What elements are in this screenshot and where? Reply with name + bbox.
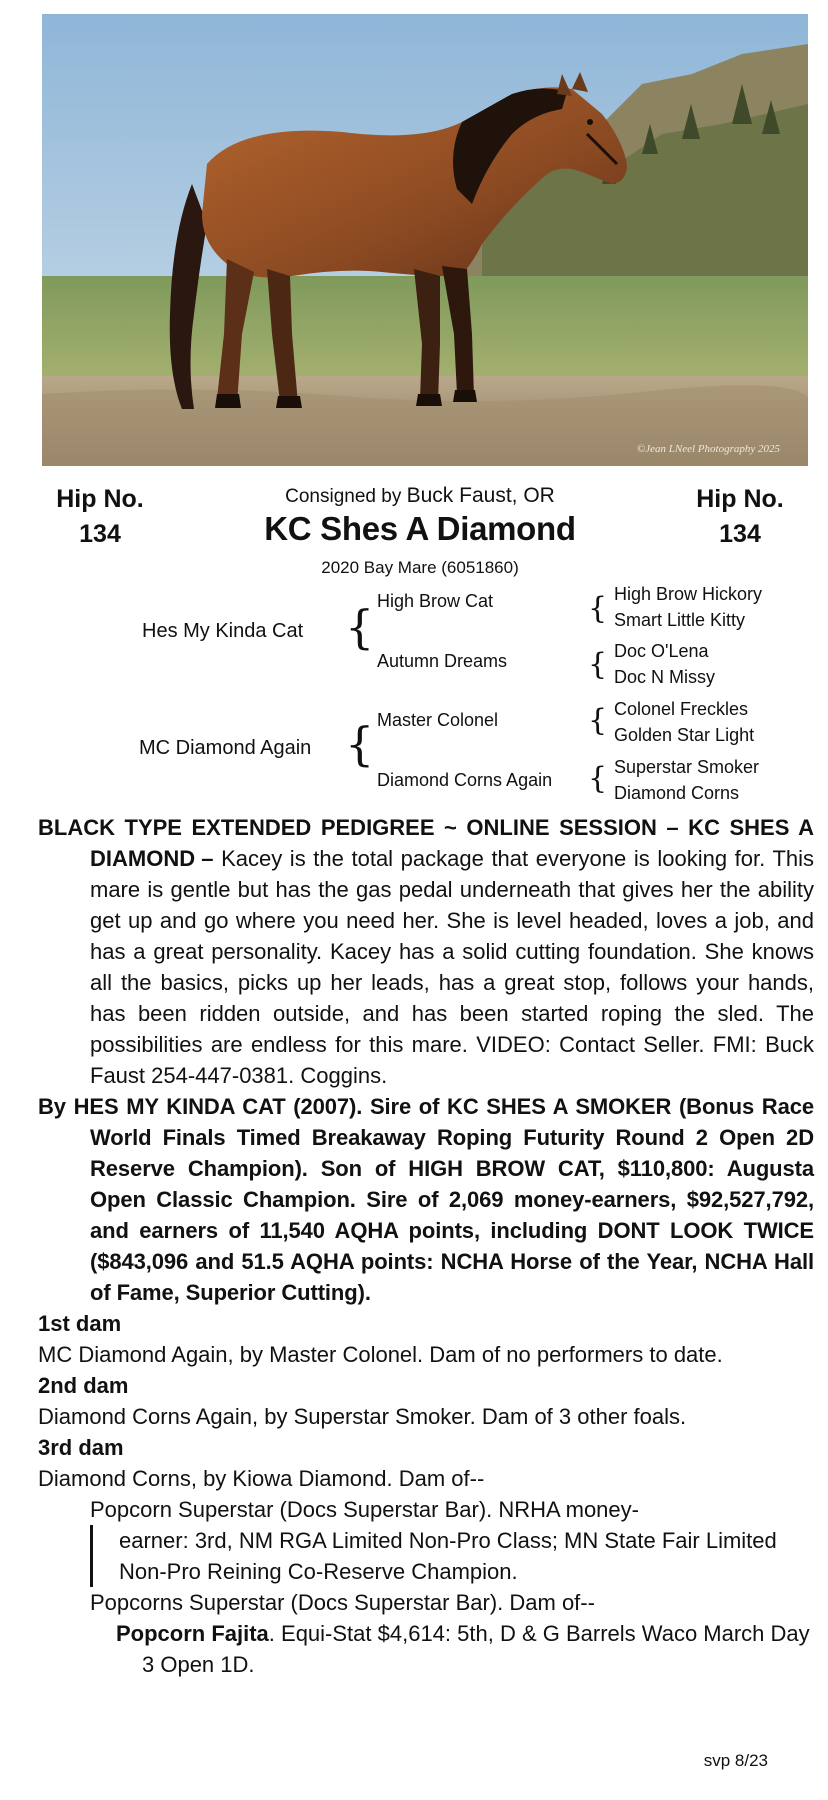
intro-text: Kacey is the total package that everyone is looking for. This mare is gentle but has the gas pedal underneath that gives her the ability get up and go where you need her. She is level headed, loves a job, and has a great personality. Kacey has a solid cutting foundation. She knows all the basics, picks up her leads, has a great stop, follows your hands, has been ridden outside, and has been started roping the sled. The possibilities are endless for this mare. VIDEO: Contact Seller. FMI: Buck Faust 254-447-0381. Coggins. (90, 846, 815, 1088)
sire-text: By HES MY KINDA CAT (2007). Sire of KC SHES A SMOKER (Bonus Race World Finals Timed Breakaway Roping Futurity Round 2 Open 2D Reserve Champion). Son of HIGH BROW CAT, $110,800: Augusta Open Classic Champion. Sire of 2,069 money-earners, $92,527,792, and earners of 11,540 AQHA points, including DONT LOOK TWICE ($843,096 and 51.5 AQHA points: NCHA Horse of the Year, NCHA Hall of Fame, Superior Cutting). (38, 1094, 814, 1305)
pedigree-sire-sire-dam: Smart Little Kitty (614, 610, 746, 630)
grand-produce-name: Popcorn Fajita (116, 1621, 269, 1646)
consignor-line (180, 484, 660, 508)
pedigree-dam-dam-dam: Diamond Corns (614, 783, 740, 803)
produce-first-line: Popcorn Superstar (Docs Superstar Bar). NRHA money- (90, 1497, 639, 1522)
first-dam-heading: 1st dam (38, 1311, 122, 1336)
pedigree-sire-sire: High Brow Cat (377, 591, 494, 611)
sire-paragraph (38, 1091, 814, 1308)
consigned-prefix: Consigned by (285, 486, 402, 507)
catalog-body (38, 812, 814, 1680)
hip-number-left (40, 482, 160, 552)
second-dam-text: Diamond Corns Again, by Superstar Smoker. Dam of 3 other foals. (38, 1404, 687, 1429)
pedigree-sire-sire-sire: High Brow Hickory (614, 584, 763, 604)
pedigree-dam-dam: Diamond Corns Again (377, 770, 553, 790)
pedigree-brace: { (588, 647, 608, 682)
pedigree-dam: MC Diamond Again (139, 737, 312, 759)
pedigree-brace: { (345, 717, 375, 771)
pedigree-sire-dam: Autumn Dreams (377, 651, 508, 671)
pedigree-sire: Hes My Kinda Cat (142, 620, 304, 642)
pedigree-sire-dam-sire: Doc O'Lena (614, 641, 709, 661)
consignor-name: Buck Faust, OR (406, 484, 555, 507)
intro-paragraph (38, 812, 814, 1091)
grand-produce-text: . Equi-Stat $4,614: 5th, D & G Barrels Waco March Day 3 Open 1D. (142, 1621, 810, 1677)
pedigree-sire-dam-dam: Doc N Missy (614, 667, 716, 687)
hip-number-right (680, 482, 800, 552)
horse-photo-illustration (42, 14, 808, 466)
second-dam-heading: 2nd dam (38, 1373, 129, 1398)
footer-code: svp 8/23 (703, 1751, 768, 1770)
pedigree-brace: { (588, 761, 608, 796)
third-dam-text: Diamond Corns, by Kiowa Diamond. Dam of-- (38, 1466, 485, 1491)
horse-photo (42, 14, 808, 466)
pedigree-dam-sire: Master Colonel (377, 710, 499, 730)
hip-label: Hip No. (56, 485, 144, 513)
pedigree-brace: { (588, 703, 608, 738)
produce-continuation: earner: 3rd, NM RGA Limited Non-Pro Class; MN State Fair Limited Non-Pro Reining Co-Reserve Champion. (90, 1525, 814, 1587)
third-dam-heading: 3rd dam (38, 1435, 124, 1460)
produce-entry (90, 1587, 814, 1618)
intro-heading: BLACK TYPE EXTENDED PEDIGREE ~ ONLINE SESSION – KC SHES A DIAMOND – (38, 815, 814, 871)
produce-second: Popcorns Superstar (Docs Superstar Bar). Dam of-- (90, 1590, 595, 1615)
hip-number: 134 (719, 520, 761, 548)
hip-label: Hip No. (696, 485, 784, 513)
hip-number: 134 (79, 520, 121, 548)
horse-name: KC Shes A Diamond (264, 510, 576, 547)
grand-produce-entry (116, 1618, 814, 1680)
pedigree-dam-sire-sire: Colonel Freckles (614, 699, 749, 719)
pedigree-dam-dam-sire: Superstar Smoker (614, 757, 760, 777)
pedigree-brace: { (588, 591, 608, 626)
pedigree-brace: { (345, 600, 375, 654)
first-dam-text: MC Diamond Again, by Master Colonel. Dam of no performers to date. (38, 1342, 723, 1367)
horse-description: 2020 Bay Mare (6051860) (321, 558, 519, 577)
produce-entry (90, 1494, 814, 1587)
photo-credit: ©Jean LNeel Photography 2025 (636, 443, 780, 455)
pedigree-dam-sire-dam: Golden Star Light (614, 725, 755, 745)
